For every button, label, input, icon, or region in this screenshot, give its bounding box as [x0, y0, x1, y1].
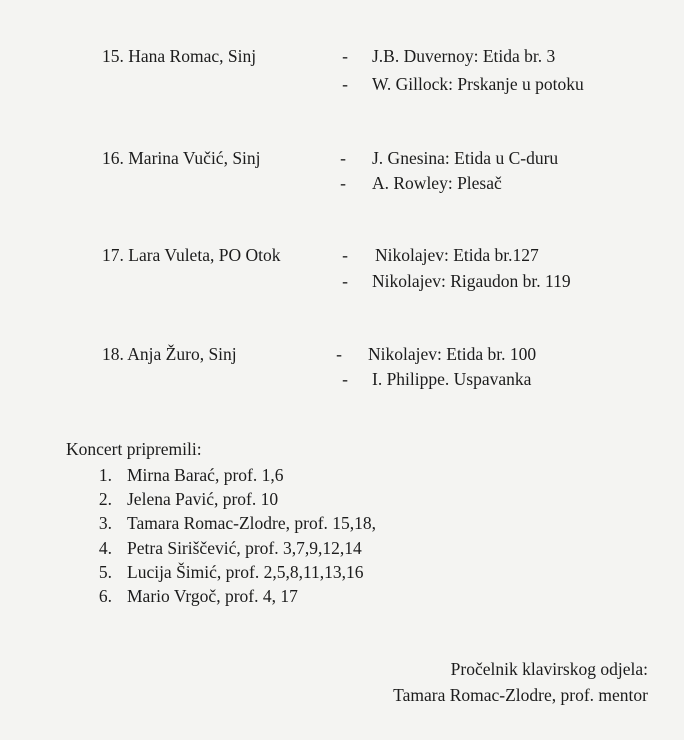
organizer-entry: Mirna Barać, prof. 1,6 [127, 465, 284, 485]
dash: - [336, 344, 342, 364]
organizer-number: 6. [98, 586, 112, 606]
piece-title: J. Gnesina: Etida u C-duru [372, 148, 559, 168]
dash: - [342, 46, 348, 66]
organizer-entry: Jelena Pavić, prof. 10 [127, 489, 279, 509]
participant-name: 18. Anja Žuro, Sinj [102, 344, 237, 364]
participant-name: 15. Hana Romac, Sinj [102, 46, 257, 66]
organizer-entry: Lucija Šimić, prof. 2,5,8,11,13,16 [127, 562, 364, 582]
organizer-number: 3. [98, 513, 112, 533]
dash: - [342, 74, 348, 94]
organizers-heading: Koncert pripremili: [66, 439, 202, 459]
organizer-entry: Tamara Romac-Zlodre, prof. 15,18, [127, 513, 377, 533]
piece-title: Nikolajev: Rigaudon br. 119 [372, 271, 571, 291]
piece-title: Nikolajev: Etida br.127 [375, 245, 539, 265]
dash: - [340, 173, 346, 193]
dash: - [340, 148, 346, 168]
piece-title: W. Gillock: Prskanje u potoku [372, 74, 584, 94]
piece-title: I. Philippe. Uspavanka [372, 369, 532, 389]
piece-title: A. Rowley: Plesač [372, 173, 502, 193]
participant-name: 16. Marina Vučić, Sinj [102, 148, 261, 168]
dash: - [342, 271, 348, 291]
organizer-number: 1. [98, 465, 112, 485]
organizer-entry: Petra Siriščević, prof. 3,7,9,12,14 [127, 538, 362, 558]
dash: - [342, 369, 348, 389]
participant-name: 17. Lara Vuleta, PO Otok [102, 245, 281, 265]
organizer-number: 4. [98, 538, 112, 558]
organizer-entry: Mario Vrgoč, prof. 4, 17 [127, 586, 298, 606]
signature-title: Pročelnik klavirskog odjela: [450, 659, 648, 679]
piece-title: Nikolajev: Etida br. 100 [368, 344, 537, 364]
organizer-number: 2. [98, 489, 112, 509]
organizer-number: 5. [98, 562, 112, 582]
piece-title: J.B. Duvernoy: Etida br. 3 [372, 46, 556, 66]
dash: - [342, 245, 348, 265]
signature-name: Tamara Romac-Zlodre, prof. mentor [393, 685, 648, 705]
